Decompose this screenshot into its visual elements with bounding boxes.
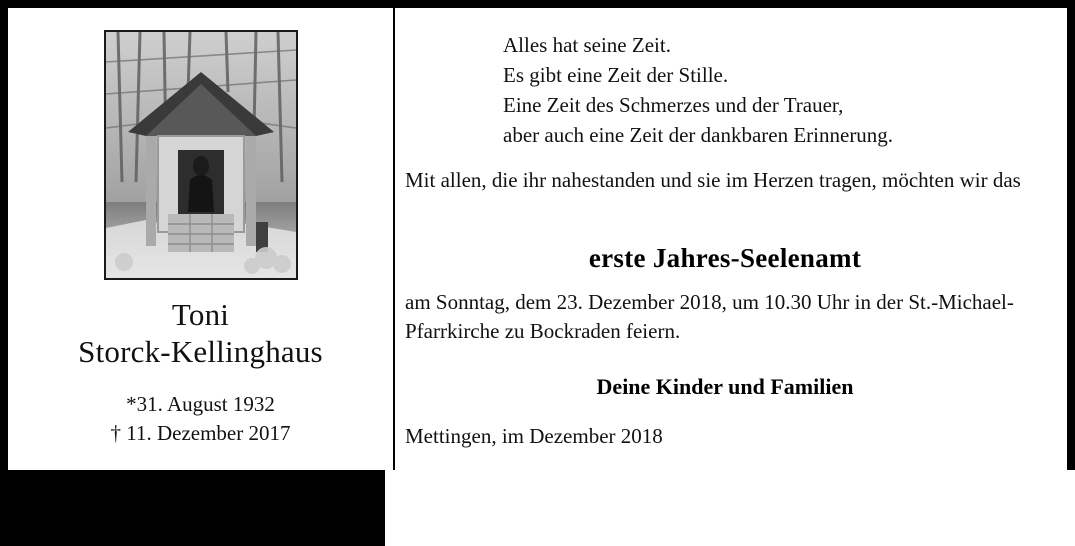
left-column: [8, 8, 393, 470]
death-date: † 11. Dezember 2017: [110, 421, 291, 445]
verse-line-2: Es gibt eine Zeit der Stille.: [503, 63, 729, 87]
bottom-left-band: [0, 470, 385, 546]
birth-date: *31. August 1932: [126, 392, 275, 416]
service-title: erste Jahres-Seelenamt: [588, 243, 862, 273]
verse-line-4: aber auch eine Zeit der dankbaren Erinnerung.: [503, 123, 894, 147]
shrine-photo: [104, 30, 298, 280]
shrine-photo-image: [106, 32, 296, 278]
life-dates: [8, 390, 393, 448]
verse-line-3: Eine Zeit des Schmerzes und der Trauer,: [503, 93, 844, 117]
invitation-intro: Mit allen, die ihr nahestanden und sie im Herzen tragen, möchten wir das: [405, 168, 1021, 192]
service-details: am Sonntag, dem 23. Dezember 2018, um 10.30 Uhr in der St.-Michael-Pfarrkirche zu Bockraden feiern.: [405, 290, 1014, 343]
deceased-name: [8, 296, 393, 370]
bottom-right-band: [385, 470, 1075, 546]
memorial-verse: [503, 30, 1063, 150]
signature-line: Deine Kinder und Familien: [596, 374, 854, 399]
verse-line-1: Alles hat seine Zeit.: [503, 33, 671, 57]
right-column: [395, 8, 1067, 470]
place-and-date: Mettingen, im Dezember 2018: [405, 424, 663, 448]
deceased-first-name: Toni: [171, 297, 230, 332]
deceased-last-name: Storck-Kellinghaus: [78, 334, 323, 369]
memorial-card: [8, 8, 1067, 470]
